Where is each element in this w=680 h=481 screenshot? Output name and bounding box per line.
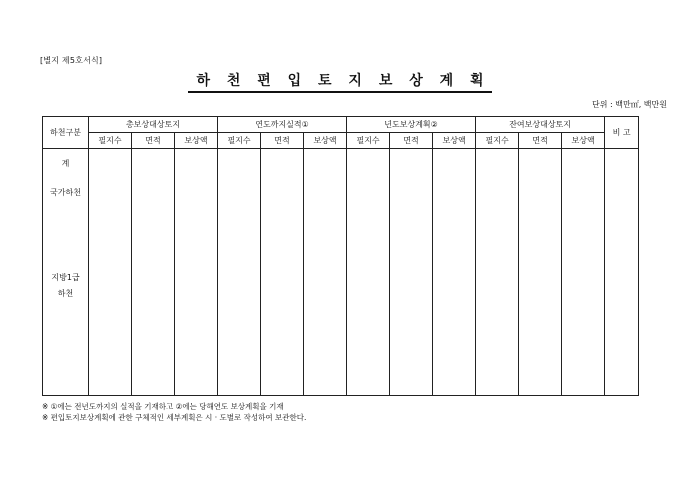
category-header: 하천구분	[43, 117, 89, 149]
sub-header-area: 면적	[261, 133, 304, 149]
category-river: 하천	[57, 289, 74, 298]
sub-header-area: 면적	[132, 133, 175, 149]
sub-header-parcels: 필지수	[476, 133, 519, 149]
group-header-remaining: 잔여보상대상토지	[476, 117, 605, 133]
form-number: [별지 제5호서식]	[40, 56, 103, 65]
group-header-year-plan: 년도보상계획②	[347, 117, 476, 133]
category-national-river: 국가하천	[50, 188, 81, 197]
table-cell	[304, 149, 347, 396]
table-cell	[433, 149, 476, 396]
footnotes	[42, 401, 306, 423]
table-cell	[562, 149, 605, 396]
group-header-previous-results: 연도까지실적①	[218, 117, 347, 133]
sub-header-area: 면적	[390, 133, 433, 149]
remarks-cell	[605, 149, 639, 396]
table-cell	[175, 149, 218, 396]
table-cell	[218, 149, 261, 396]
table-cell	[261, 149, 304, 396]
category-total: 계	[61, 159, 70, 168]
table-cell	[476, 149, 519, 396]
sub-header-amount: 보상액	[304, 133, 347, 149]
footnote-2: ※ 편입토지보상계획에 관한 구체적인 세부계획은 시 · 도별로 작성하여 보관한다.	[42, 413, 307, 422]
table-cell	[519, 149, 562, 396]
table-cell	[390, 149, 433, 396]
footnote-1: ※ ①에는 전년도까지의 실적을 기재하고 ②에는 당해연도 보상계획을 기재	[42, 402, 284, 411]
sub-header-amount: 보상액	[175, 133, 218, 149]
category-column	[43, 149, 89, 396]
document-title	[0, 70, 680, 93]
table-cell	[89, 149, 132, 396]
sub-header-parcels: 필지수	[89, 133, 132, 149]
unit-label: 단위 : 백만㎡, 백만원	[592, 100, 667, 109]
sub-header-amount: 보상액	[433, 133, 476, 149]
document-title-text: 하 천 편 입 토 지 보 상 계 획	[188, 70, 491, 93]
sub-header-area: 면적	[519, 133, 562, 149]
table-cell	[132, 149, 175, 396]
category-local-class1: 지방1급	[51, 273, 80, 282]
group-header-total: 총보상대상토지	[89, 117, 218, 133]
sub-header-parcels: 필지수	[347, 133, 390, 149]
sub-header-parcels: 필지수	[218, 133, 261, 149]
table-cell	[347, 149, 390, 396]
sub-header-amount: 보상액	[562, 133, 605, 149]
remarks-header: 비 고	[605, 117, 639, 149]
compensation-plan-table	[42, 116, 639, 396]
